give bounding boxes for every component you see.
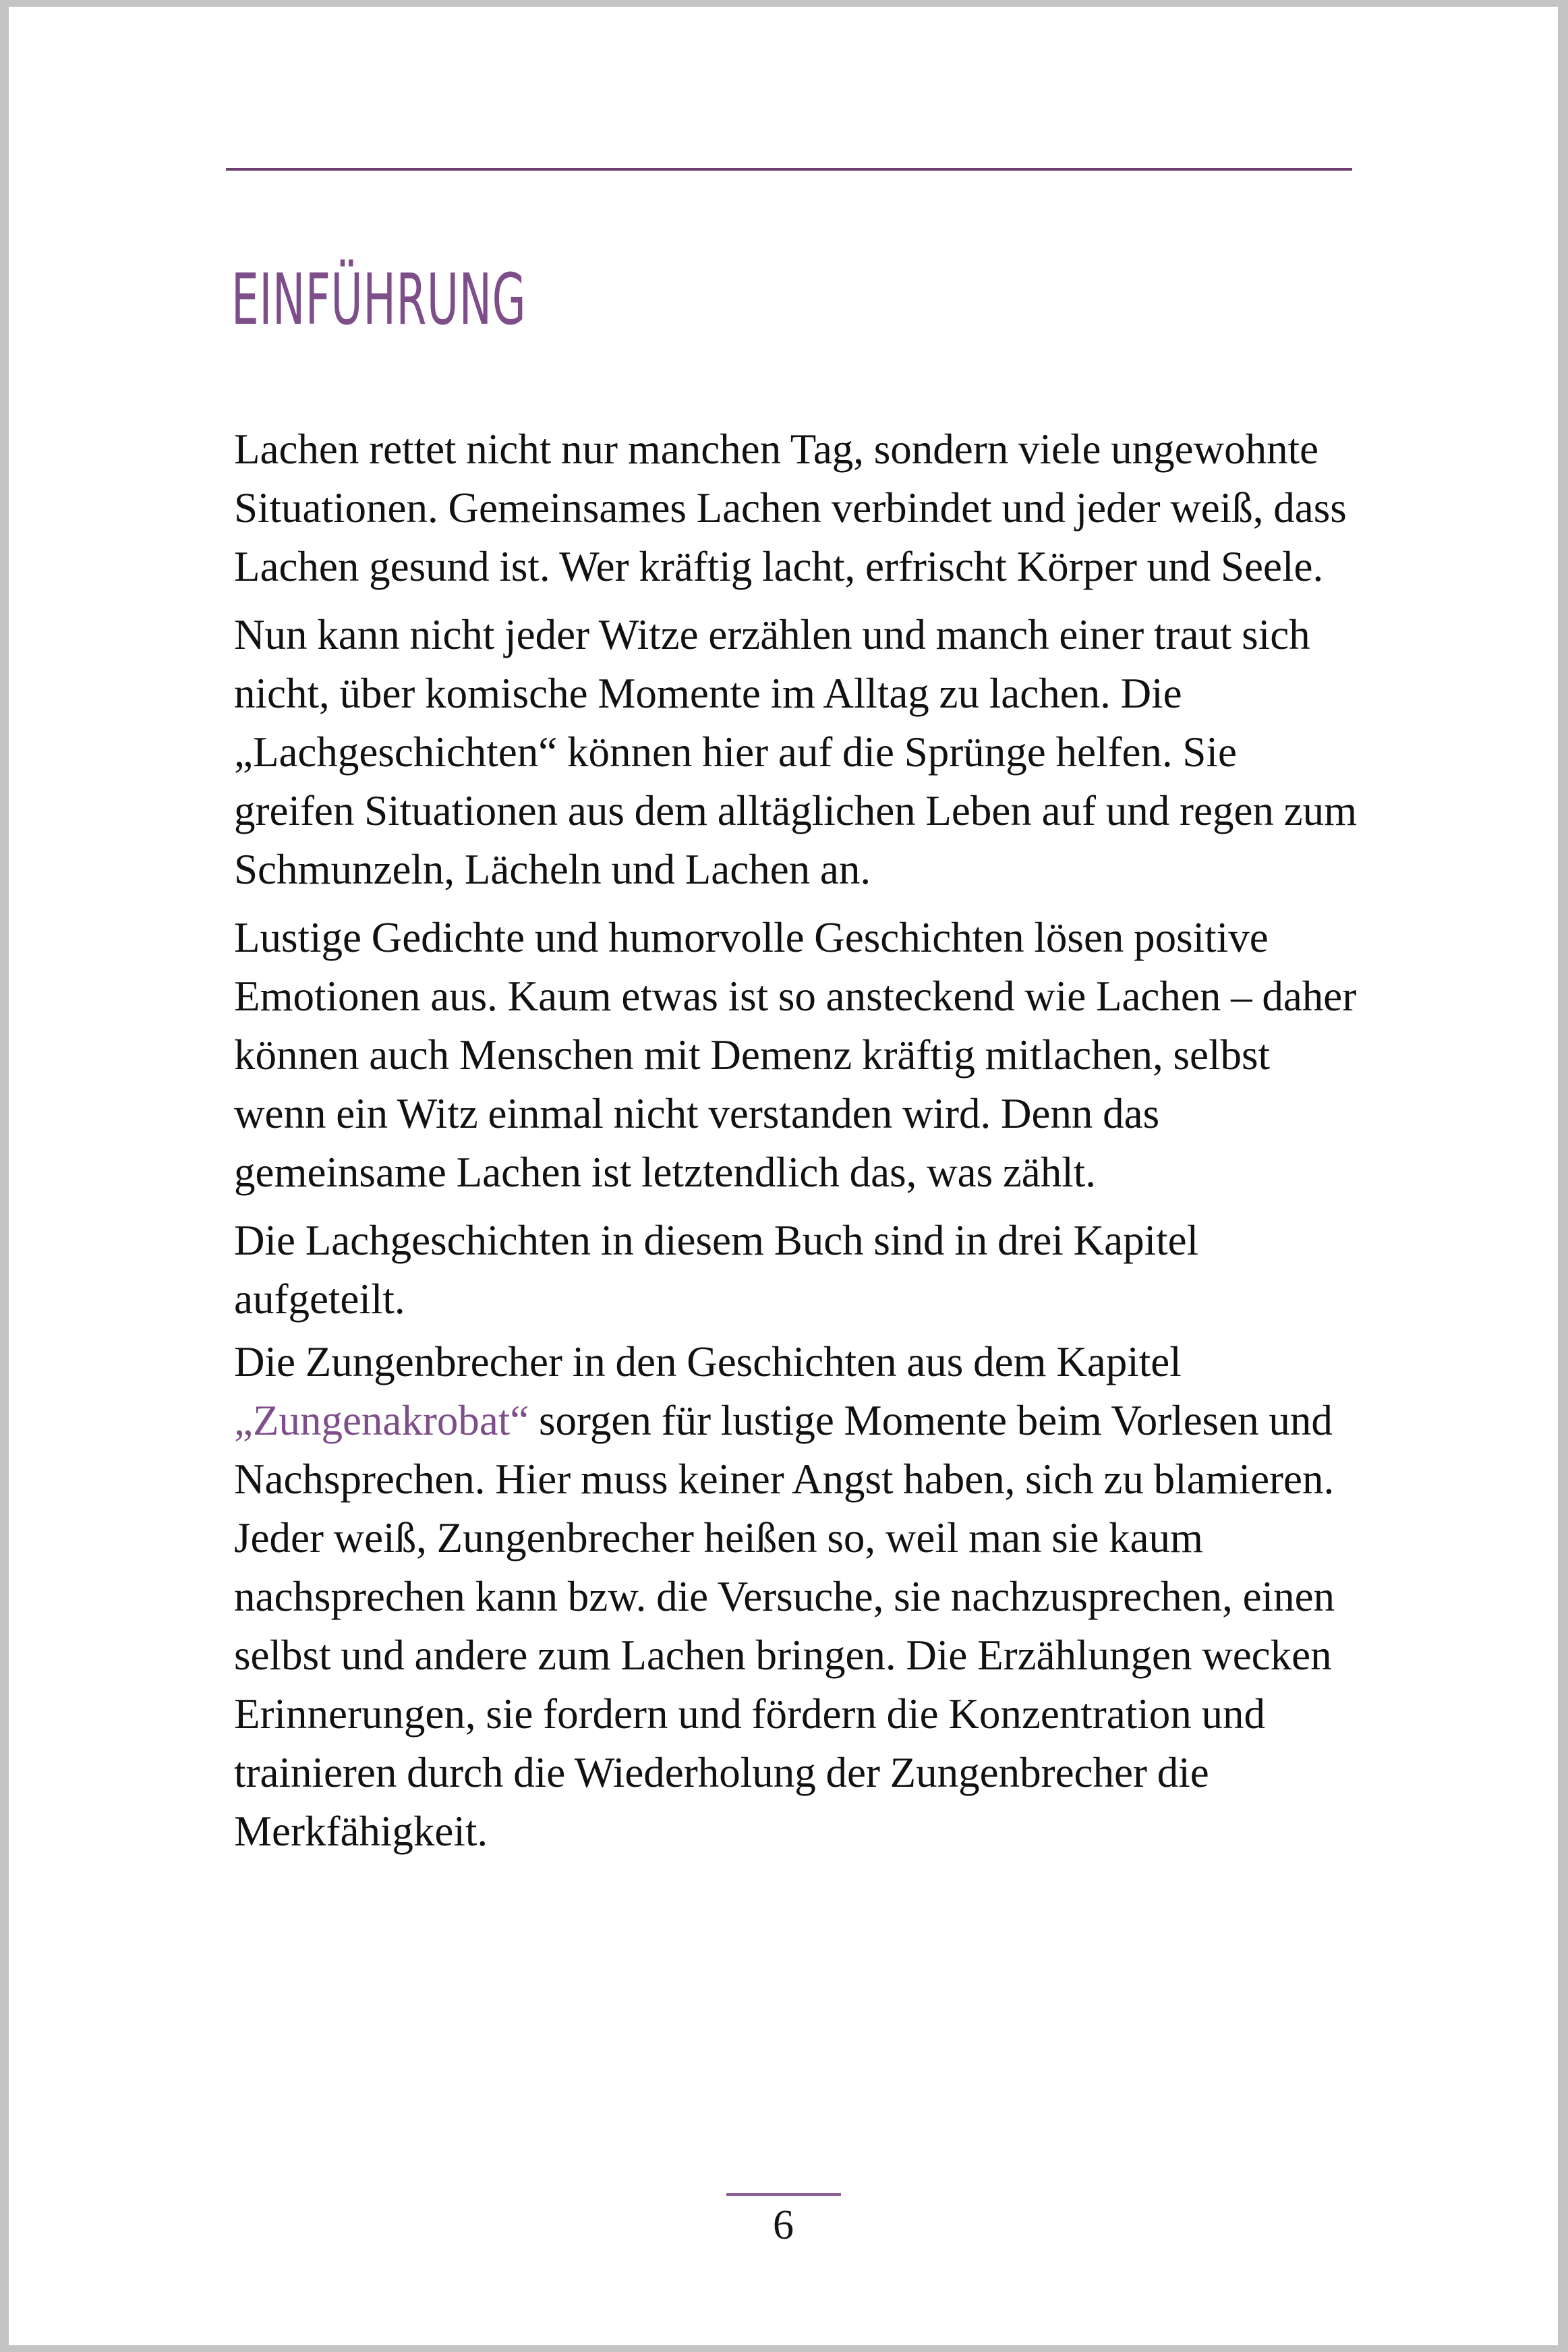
paragraph-5-tail: sorgen für lustige Momente beim Vorlesen und Nachsprechen. Hier muss keiner Angst haben, sich zu blamieren. Jeder weiß, Zungenbrecher heißen so, weil man sie kaum nachsprechen kann bzw. die Versuche, sie nachzusprechen, einen selbst und andere zum Lachen bringen. Die Erzählungen wecken Erinnerungen, sie fordern und fördern die Konzentration und trainieren durch die Wiederholung der Zungenbrecher die Merkfähigkeit. (234, 1397, 1335, 1855)
book-page-sheet (9, 7, 1558, 2345)
paragraph-2: Nun kann nicht jeder Witze erzählen und manch einer traut sich nicht, über komische Momente im Alltag zu lachen. Die „Lachgeschichten“ können hier auf die Sprünge helfen. Sie greifen Situationen aus dem alltäglichen Leben auf und regen zum Schmunzeln, Lächeln und Lachen an. (234, 611, 1358, 893)
paragraph-1: Lachen rettet nicht nur manchen Tag, sondern viele ungewohnte Situationen. Gemeinsames Lachen verbindet und jeder weiß, dass Lachen gesund ist. Wer kräftig lacht, erfrischt Körper und Seele. (234, 426, 1347, 590)
paragraph-5-lead: Die Zungenbrecher in den Geschichten aus dem Kapitel (234, 1338, 1182, 1385)
body-copy (234, 420, 1362, 1870)
chapter-reference-zungenakrobat: „Zungenakrobat“ (234, 1397, 529, 1444)
page-number: 6 (773, 2202, 794, 2248)
page-title: EINFÜHRUNG (231, 258, 527, 341)
paragraph-4: Die Lachgeschichten in diesem Buch sind in drei Kapitel aufgeteilt. (234, 1217, 1199, 1323)
header-rule (226, 168, 1352, 171)
folio-rule (726, 2193, 841, 2196)
paragraph-3: Lustige Gedichte und humorvolle Geschichten lösen positive Emotionen aus. Kaum etwas ist so ansteckend wie Lachen – daher können auch Menschen mit Demenz kräftig mitlachen, selbst wenn ein Witz einmal nicht verstanden wird. Denn das gemeinsame Lachen ist letztendlich das, was zählt. (234, 914, 1357, 1196)
page-footer (9, 2193, 1558, 2250)
paragraph-5 (234, 1333, 1362, 1861)
